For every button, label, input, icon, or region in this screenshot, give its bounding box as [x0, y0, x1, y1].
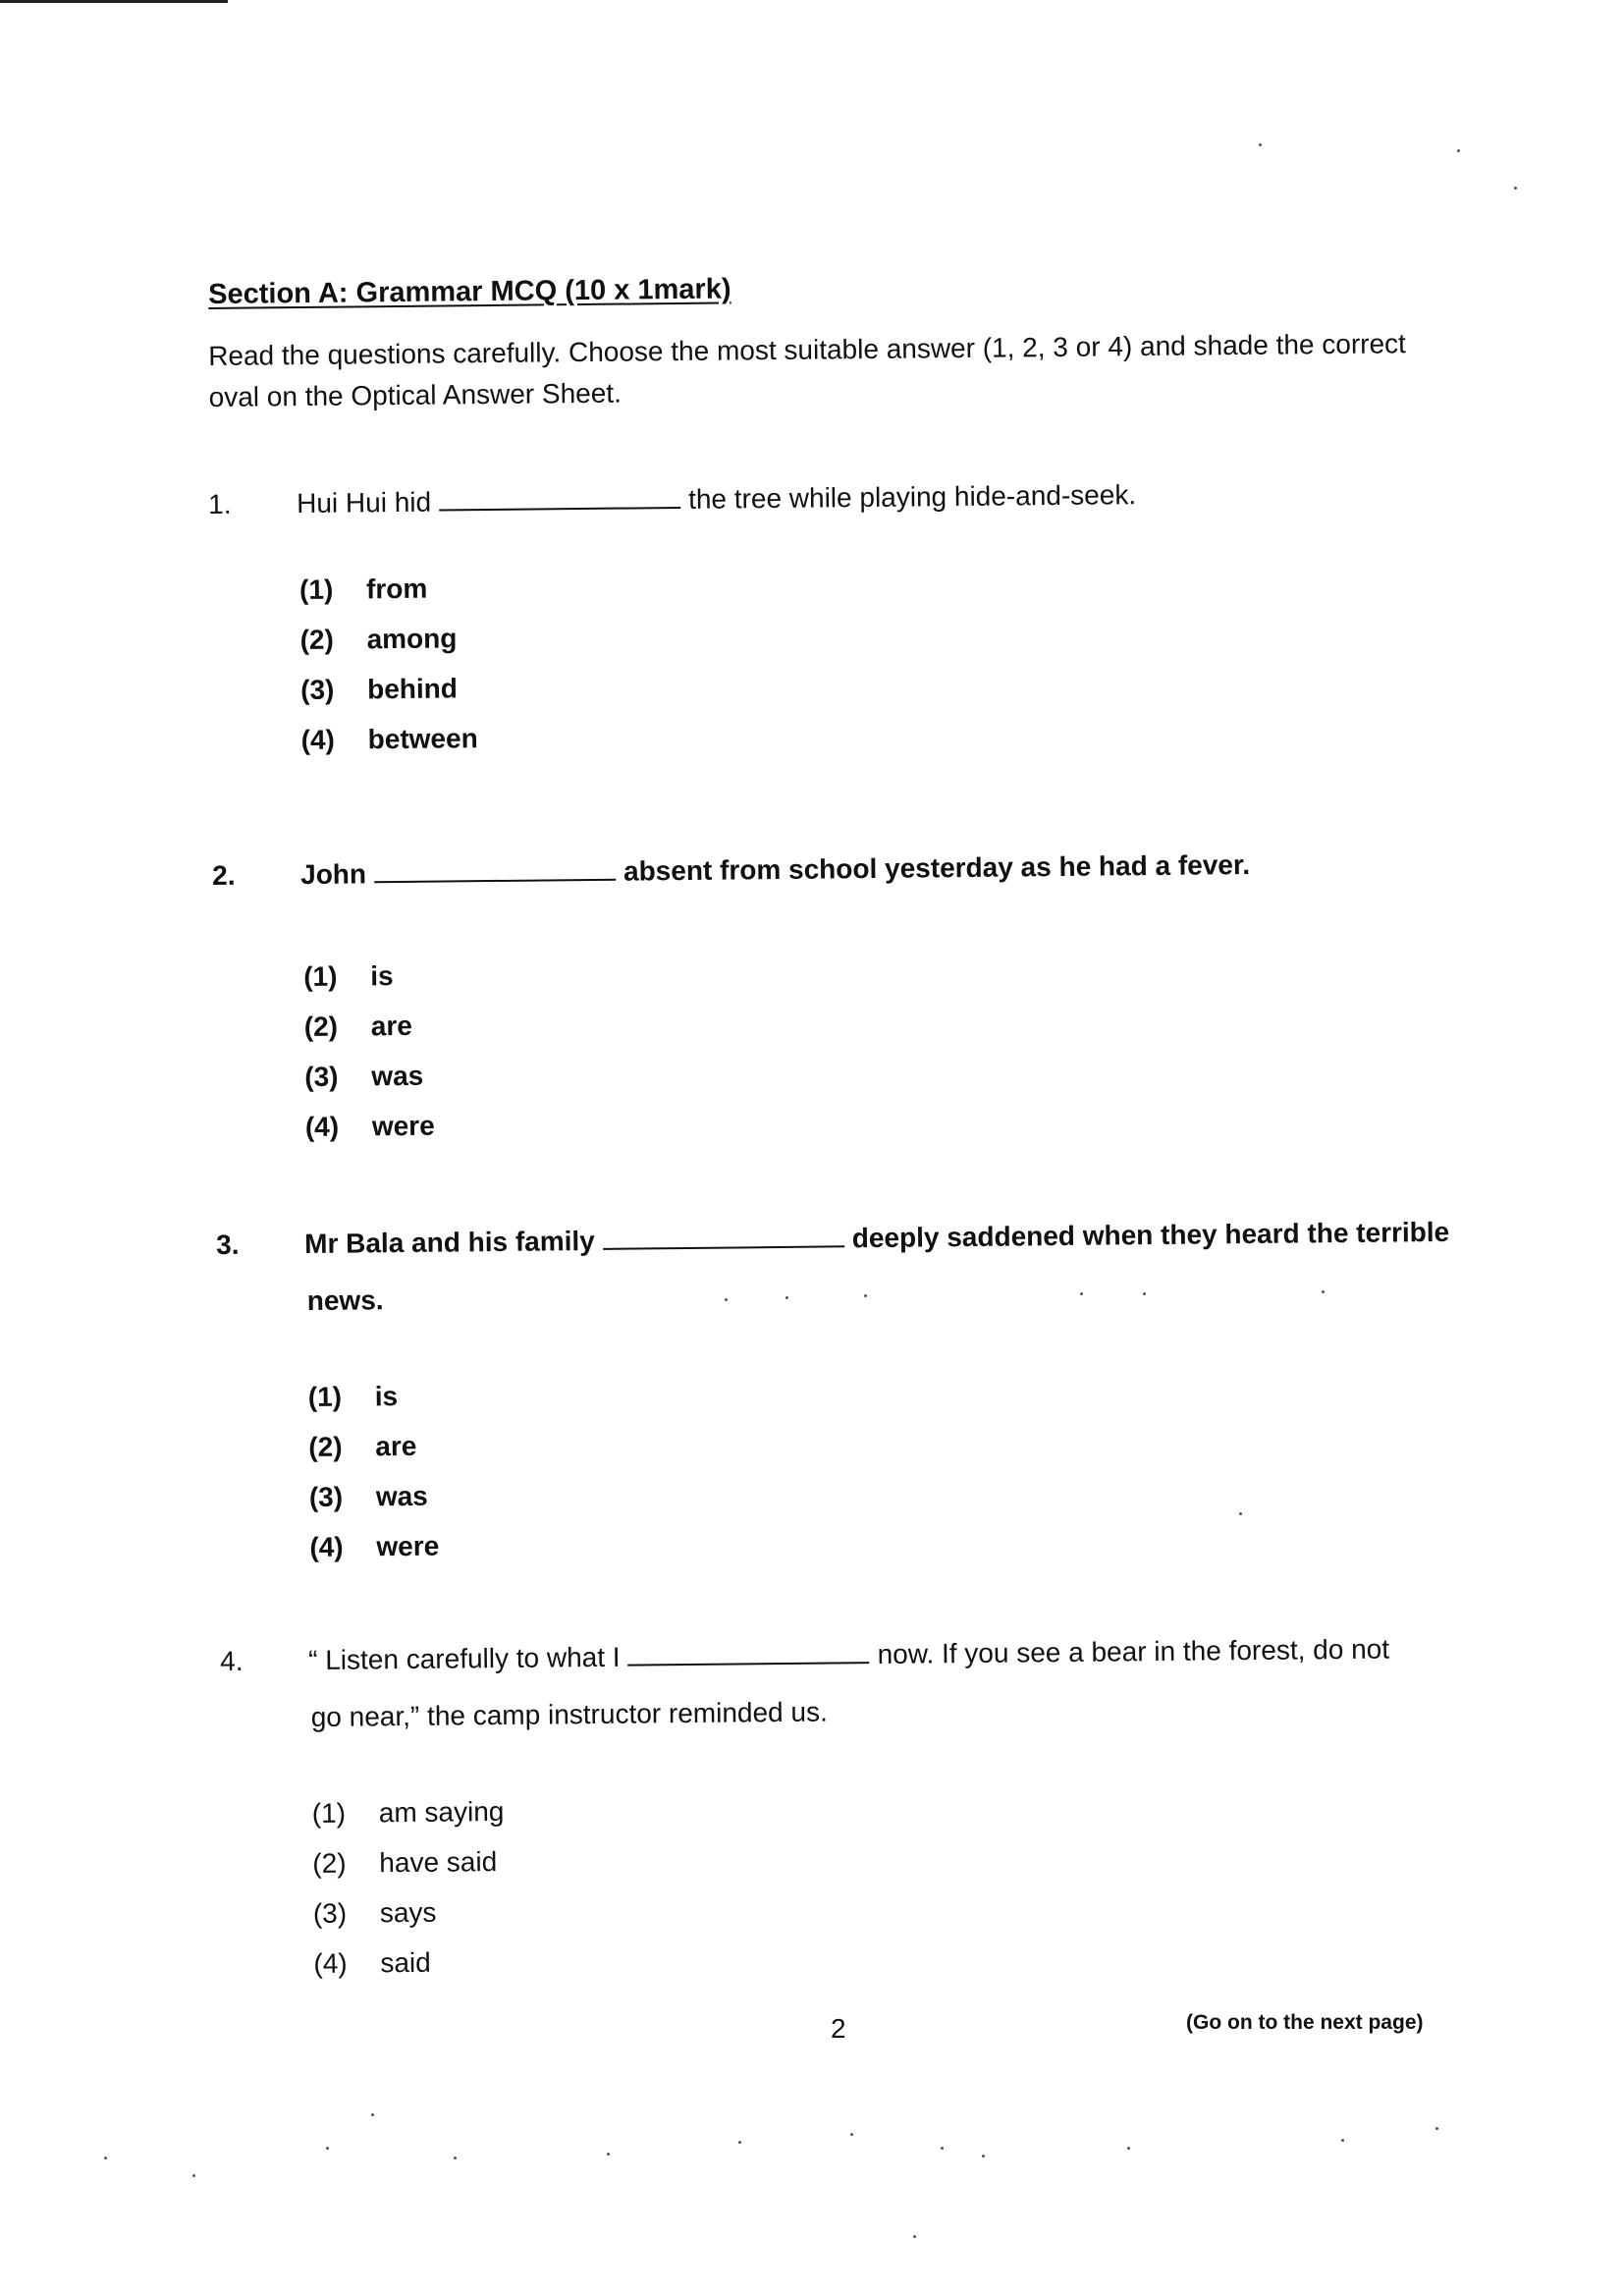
- question-number: 3.: [216, 1229, 240, 1260]
- option-4: (4) between: [300, 723, 478, 756]
- stem-before-blank: John: [299, 858, 367, 891]
- answer-blank: [374, 857, 616, 884]
- question-number: 1.: [208, 488, 232, 519]
- option-3: (3) was: [308, 1480, 428, 1513]
- scan-speck: [785, 1296, 788, 1299]
- option-3: (3) behind: [299, 673, 459, 706]
- option-2: (2) among: [299, 623, 458, 656]
- scan-speck: [607, 2153, 610, 2156]
- option-3: (3) was: [304, 1060, 424, 1093]
- option-list: [303, 951, 435, 1152]
- question-number: 4.: [220, 1645, 244, 1676]
- option-list: [299, 563, 478, 765]
- stem-after-blank: now. If you see a bear in the forest, do not: [877, 1633, 1390, 1669]
- stem-after-blank: deeply saddened when they heard the terrible: [851, 1216, 1450, 1254]
- stem-before-blank: Hui Hui hid: [296, 486, 432, 519]
- option-4: (4) were: [309, 1530, 440, 1563]
- option-list: [312, 1786, 507, 1989]
- option-1: (1) is: [307, 1381, 399, 1413]
- footer-note: (Go on to the next page): [1186, 2011, 1424, 2034]
- scan-speck: [941, 2147, 944, 2150]
- stem-after-blank: absent from school yesterday as he had a fever.: [623, 848, 1251, 887]
- option-list: [308, 1371, 440, 1572]
- question-stem: [297, 479, 1136, 519]
- option-2: (2) are: [308, 1430, 417, 1463]
- option-3: (3) says: [312, 1896, 437, 1930]
- scan-speck: [1341, 2139, 1344, 2142]
- answer-blank: [439, 485, 680, 512]
- scan-speck: [1127, 2147, 1130, 2150]
- scan-speck: [982, 2155, 985, 2158]
- scan-speck: [371, 2113, 374, 2116]
- scan-speck: [1457, 149, 1460, 152]
- scan-speck: [1143, 1292, 1146, 1295]
- answer-blank: [627, 1640, 869, 1667]
- scan-speck: [104, 2157, 107, 2159]
- scan-speck: [738, 2141, 741, 2144]
- section-title: Section A: Grammar MCQ (10 x 1mark): [208, 273, 731, 310]
- scan-speck: [1259, 143, 1262, 146]
- scan-speck: [864, 1294, 867, 1297]
- scan-speck: [192, 2174, 195, 2177]
- scan-speck: [1080, 1292, 1083, 1295]
- scan-speck: [326, 2147, 329, 2150]
- scan-speck: [850, 2133, 853, 2136]
- scan-speck: [1435, 2127, 1438, 2130]
- scan-speck: [1514, 187, 1517, 190]
- top-rule: [0, 0, 228, 3]
- scan-speck: [1239, 1512, 1242, 1515]
- option-2: (2) are: [303, 1010, 412, 1043]
- question-stem-continuation: news.: [306, 1285, 384, 1317]
- instructions: Read the questions carefully. Choose the most suitable answer (1, 2, 3 or 4) and shade the correct oval on the Optical Answer Sheet.: [208, 328, 1407, 412]
- page-number: 2: [831, 2013, 846, 2044]
- scan-speck: [913, 2235, 916, 2238]
- question-stem: [308, 1634, 1389, 1677]
- scan-speck: [1322, 1290, 1325, 1293]
- question-stem: [304, 1217, 1449, 1260]
- question-stem: [300, 849, 1250, 891]
- option-1: (1) from: [298, 573, 428, 606]
- question-stem-continuation: go near,” the camp instructor reminded us.: [310, 1696, 828, 1733]
- option-1: (1) is: [303, 960, 394, 993]
- option-4: (4) said: [313, 1946, 431, 1980]
- stem-after-blank: the tree while playing hide-and-seek.: [687, 479, 1137, 515]
- stem-before-blank: “ Listen carefully to what I: [307, 1641, 621, 1676]
- scan-speck: [725, 1298, 728, 1301]
- option-1: (1) am saying: [311, 1795, 505, 1830]
- scan-speck: [454, 2157, 457, 2159]
- answer-blank: [603, 1224, 844, 1250]
- stem-before-blank: Mr Bala and his family: [303, 1225, 595, 1260]
- question-number: 2.: [212, 859, 236, 891]
- option-2: (2) have said: [312, 1846, 498, 1880]
- option-4: (4) were: [304, 1110, 435, 1143]
